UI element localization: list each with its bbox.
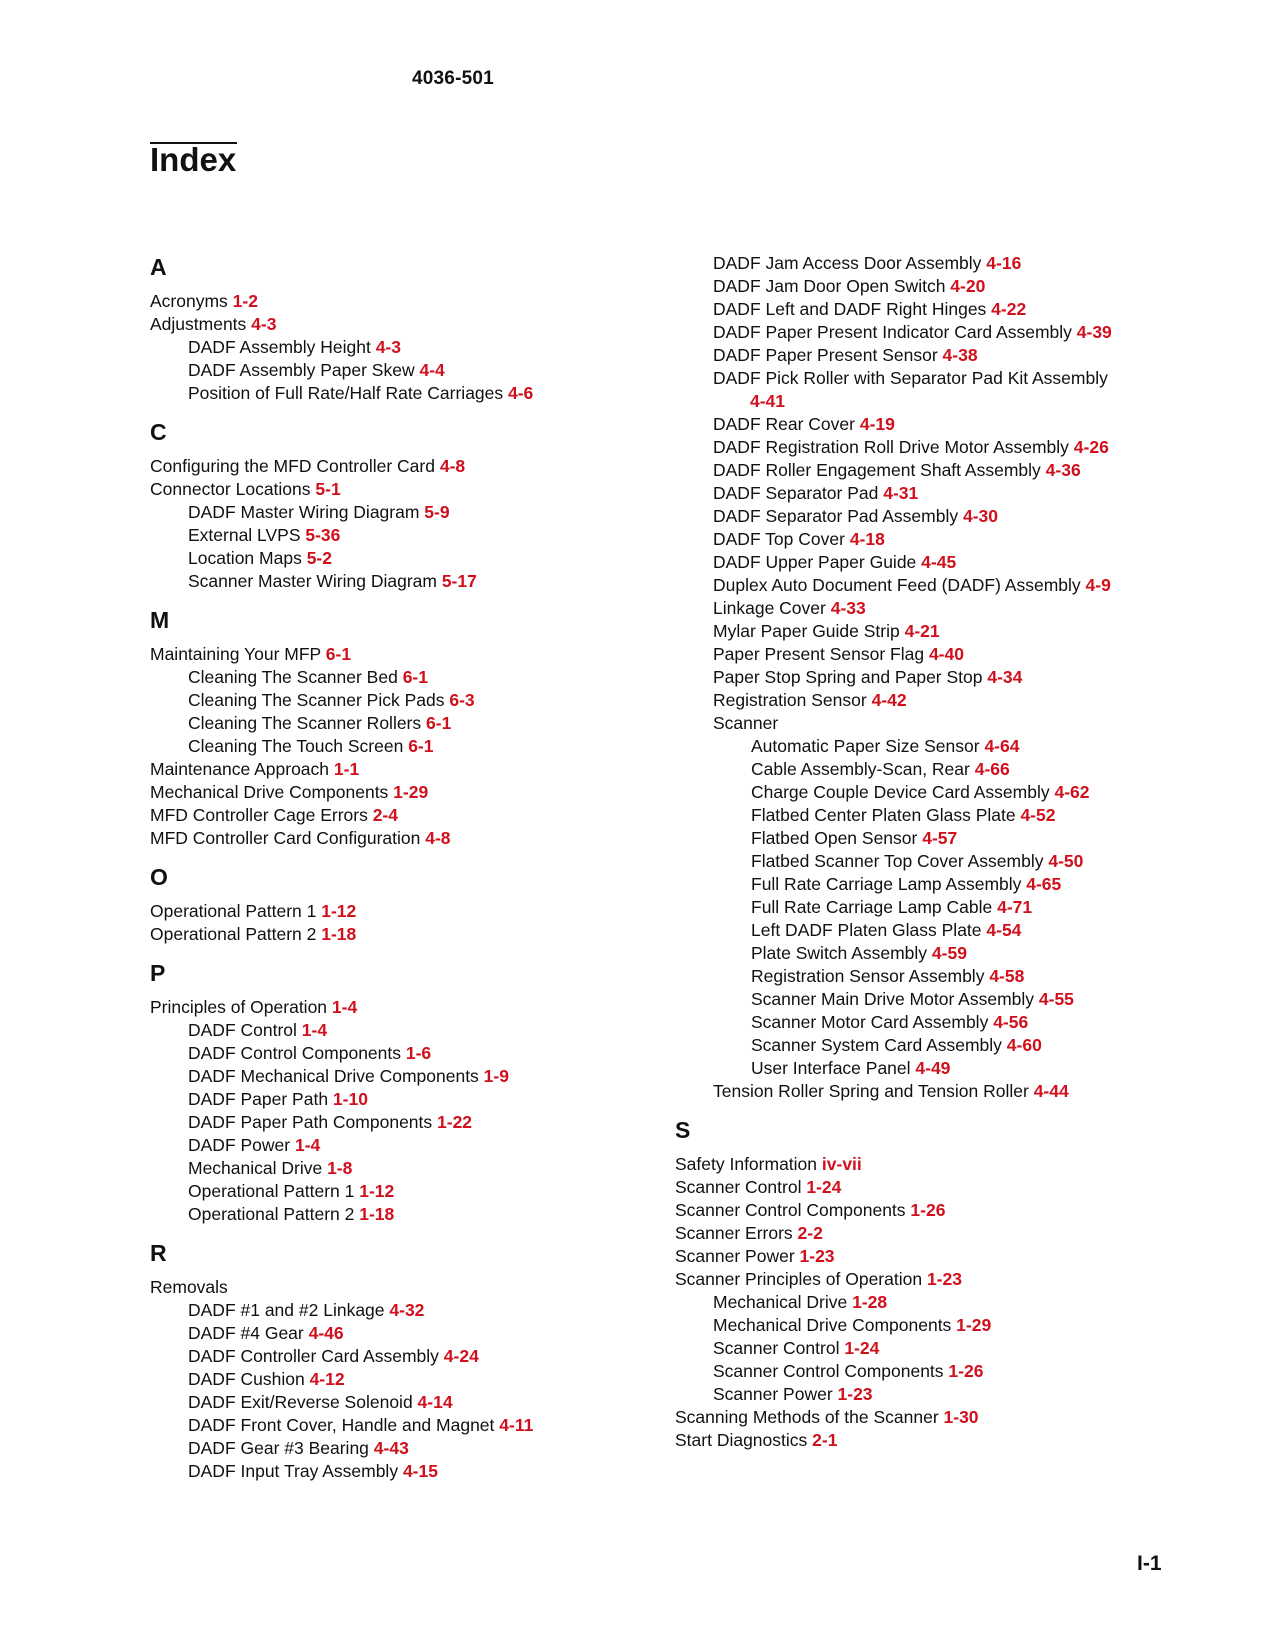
entry-label: Operational Pattern 2 — [188, 1204, 360, 1224]
page-reference-link[interactable]: 4-65 — [1026, 874, 1062, 894]
page-reference-link[interactable]: 4-58 — [989, 966, 1025, 986]
index-entry — [675, 1080, 1195, 1103]
index-entry — [675, 1314, 1195, 1337]
index-entry — [675, 1337, 1195, 1360]
entry-label: DADF Registration Roll Drive Motor Assembly — [713, 437, 1074, 457]
page-title: Index — [150, 141, 237, 178]
index-entry — [675, 735, 1195, 758]
entry-label: Acronyms — [150, 291, 233, 311]
index-entry — [675, 1153, 1195, 1176]
index-entry — [150, 781, 670, 804]
entry-label: DADF Top Cover — [713, 529, 850, 549]
index-entry — [675, 873, 1195, 896]
entry-label: Registration Sensor — [713, 690, 872, 710]
entry-label: Scanner Control Components — [675, 1200, 911, 1220]
section-letter: R — [150, 1240, 167, 1266]
page-reference-link[interactable]: 1-26 — [948, 1361, 984, 1381]
page-reference-link[interactable]: 5-1 — [315, 479, 341, 499]
entry-label: Scanner Master Wiring Diagram — [188, 571, 442, 591]
entry-label: Position of Full Rate/Half Rate Carriages — [188, 383, 508, 403]
page-reference-link[interactable]: 4-52 — [1020, 805, 1056, 825]
index-entry — [150, 1414, 670, 1437]
entry-label: Mechanical Drive Components — [713, 1315, 957, 1335]
page-reference-link[interactable]: 4-3 — [251, 314, 277, 334]
entry-label: Scanner Control — [713, 1338, 845, 1358]
entry-label: Scanner Power — [713, 1384, 838, 1404]
page-reference-link[interactable]: 4-30 — [962, 506, 998, 526]
index-section — [150, 605, 670, 850]
index-entry — [675, 413, 1195, 436]
entry-label: Principles of Operation — [150, 997, 332, 1017]
entry-label: Cleaning The Scanner Rollers — [188, 713, 427, 733]
entry-label: Scanner Main Drive Motor Assembly — [751, 989, 1039, 1009]
page-reference-link[interactable]: 4-8 — [439, 456, 466, 476]
page-reference-link[interactable]: 1-29 — [956, 1315, 992, 1335]
page-reference-link[interactable]: 1-29 — [393, 782, 429, 802]
entry-label: DADF Input Tray Assembly — [188, 1461, 403, 1481]
index-column-left — [150, 252, 670, 1483]
entry-label: Linkage Cover — [713, 598, 831, 618]
entry-label: Scanning Methods of the Scanner — [675, 1407, 944, 1427]
index-entry — [150, 1437, 670, 1460]
entry-label: Scanner Control Components — [713, 1361, 949, 1381]
page-number: I-1 — [1137, 1552, 1162, 1575]
entry-label: DADF Upper Paper Guide — [713, 552, 922, 572]
entry-label: Paper Stop Spring and Paper Stop — [713, 667, 988, 687]
index-entry — [675, 298, 1195, 321]
index-entry — [150, 735, 670, 758]
page-reference-link[interactable]: 4-42 — [871, 690, 907, 710]
entry-label: Scanner Control — [675, 1177, 807, 1197]
page-reference-link[interactable]: 1-23 — [926, 1269, 962, 1289]
index-entry — [675, 620, 1195, 643]
entry-label: Registration Sensor Assembly — [751, 966, 990, 986]
index-entry — [150, 923, 670, 946]
page-reference-link[interactable]: 4-46 — [308, 1323, 344, 1343]
entry-label: Start Diagnostics — [675, 1430, 813, 1450]
index-section — [150, 252, 670, 405]
entry-label: DADF Gear #3 Bearing — [188, 1438, 374, 1458]
entry-label: DADF Assembly Paper Skew — [188, 360, 420, 380]
index-entry — [675, 712, 1195, 735]
page-reference-link[interactable]: 4-33 — [830, 598, 866, 618]
page-reference-link[interactable]: 4-6 — [508, 383, 534, 403]
index-entry — [675, 804, 1195, 827]
section-letter: A — [150, 254, 167, 280]
entry-label: DADF Assembly Height — [188, 337, 376, 357]
index-section — [150, 958, 670, 1226]
entry-label: Flatbed Center Platen Glass Plate — [751, 805, 1021, 825]
index-entry — [675, 1429, 1195, 1452]
index-entry — [675, 988, 1195, 1011]
entry-label: Tension Roller Spring and Tension Roller — [713, 1081, 1034, 1101]
page-reference-link[interactable]: 5-36 — [305, 525, 341, 545]
page-reference-link[interactable]: 4-24 — [443, 1346, 479, 1366]
page-reference-link[interactable]: 4-49 — [915, 1058, 951, 1078]
page-reference-link[interactable]: 2-4 — [372, 805, 398, 825]
page-reference-link[interactable]: 1-22 — [437, 1112, 473, 1132]
index-entry — [150, 336, 670, 359]
entry-label: Scanner — [713, 713, 779, 733]
index-entry — [150, 290, 670, 313]
index-entry — [675, 390, 1195, 413]
page-reference-link[interactable]: 4-16 — [986, 253, 1022, 273]
entry-label: Mechanical Drive Components — [150, 782, 394, 802]
index-entry — [150, 1042, 670, 1065]
index-entry — [150, 524, 670, 547]
index-entry — [150, 1157, 670, 1180]
page-reference-link[interactable]: 1-4 — [331, 997, 358, 1017]
index-entry — [675, 482, 1195, 505]
page-reference-link[interactable]: 6-1 — [325, 644, 352, 664]
entry-label: Operational Pattern 1 — [188, 1181, 360, 1201]
index-entry — [150, 455, 670, 478]
page-reference-link[interactable]: 2-2 — [797, 1223, 823, 1243]
index-entry — [675, 942, 1195, 965]
entry-label: Cleaning The Scanner Pick Pads — [188, 690, 450, 710]
page-reference-link[interactable]: 4-34 — [987, 667, 1023, 687]
entry-label: DADF Paper Present Indicator Card Assembly — [713, 322, 1077, 342]
index-entry — [675, 643, 1195, 666]
entry-label: MFD Controller Card Configuration — [150, 828, 426, 848]
entry-label: Operational Pattern 1 — [150, 901, 322, 921]
page-reference-link[interactable]: 4-45 — [921, 552, 957, 572]
index-section — [150, 1238, 670, 1483]
entry-label: External LVPS — [188, 525, 306, 545]
index-entry — [150, 900, 670, 923]
index-column-right — [675, 252, 1195, 1452]
index-entry — [150, 689, 670, 712]
entry-label: DADF Paper Path Components — [188, 1112, 438, 1132]
page-reference-link[interactable]: 4-21 — [904, 621, 940, 641]
page-reference-link[interactable]: 4-12 — [309, 1369, 345, 1389]
page-reference-link[interactable]: 4-66 — [974, 759, 1010, 779]
index-entry — [675, 1360, 1195, 1383]
index-entry — [675, 252, 1195, 275]
entry-label: DADF Front Cover, Handle and Magnet — [188, 1415, 500, 1435]
page-reference-link[interactable]: 4-15 — [402, 1461, 438, 1481]
index-entry — [150, 827, 670, 850]
page-reference-link[interactable]: 4-55 — [1038, 989, 1074, 1009]
entry-label: Cleaning The Touch Screen — [188, 736, 409, 756]
page-reference-link[interactable]: 4-20 — [950, 276, 986, 296]
entry-label: Mechanical Drive — [188, 1158, 328, 1178]
page-reference-link[interactable]: 4-9 — [1085, 575, 1111, 595]
index-entry — [675, 1222, 1195, 1245]
entry-label: Scanner Motor Card Assembly — [751, 1012, 994, 1032]
index-entry — [150, 712, 670, 735]
page-reference-link[interactable]: 4-11 — [499, 1415, 534, 1435]
index-entry — [675, 1034, 1195, 1057]
entry-label: DADF Control — [188, 1020, 302, 1040]
index-entry — [675, 436, 1195, 459]
page-reference-link[interactable]: 4-3 — [375, 337, 401, 357]
entry-label: DADF Control Components — [188, 1043, 406, 1063]
index-entry — [150, 1276, 670, 1299]
section-letter: P — [150, 960, 166, 986]
entry-label: DADF Jam Access Door Assembly — [713, 253, 987, 273]
index-entry — [675, 1383, 1195, 1406]
index-entry — [150, 1345, 670, 1368]
index-entry — [675, 896, 1195, 919]
index-entry — [150, 1065, 670, 1088]
entry-label: Full Rate Carriage Lamp Cable — [751, 897, 998, 917]
index-entry — [150, 1203, 670, 1226]
page-reference-link[interactable]: 4-26 — [1073, 437, 1109, 457]
index-entry — [150, 1111, 670, 1134]
page-reference-link[interactable]: iv-vii — [821, 1154, 862, 1174]
index-entry — [675, 275, 1195, 298]
index-entry — [675, 1011, 1195, 1034]
page-reference-link[interactable]: 4-41 — [750, 391, 786, 411]
entry-label: Full Rate Carriage Lamp Assembly — [751, 874, 1027, 894]
entry-label: DADF Separator Pad Assembly — [713, 506, 963, 526]
page-reference-link[interactable]: 1-28 — [852, 1292, 888, 1312]
page-reference-link[interactable]: 4-60 — [1006, 1035, 1042, 1055]
entry-label: DADF Separator Pad — [713, 483, 884, 503]
entry-label: Mylar Paper Guide Strip — [713, 621, 905, 641]
index-entry — [150, 547, 670, 570]
index-entry — [675, 666, 1195, 689]
page-reference-link[interactable]: 4-38 — [942, 345, 978, 365]
page-reference-link[interactable]: 4-54 — [986, 920, 1022, 940]
entry-label: DADF Jam Door Open Switch — [713, 276, 951, 296]
page-reference-link[interactable]: 4-50 — [1048, 851, 1084, 871]
index-entry — [675, 344, 1195, 367]
entry-label: Configuring the MFD Controller Card — [150, 456, 440, 476]
index-entry — [675, 528, 1195, 551]
entry-label: Safety Information — [675, 1154, 822, 1174]
entry-label: MFD Controller Cage Errors — [150, 805, 373, 825]
entry-label: User Interface Panel — [751, 1058, 916, 1078]
index-entry — [150, 804, 670, 827]
page-reference-link[interactable]: 4-18 — [849, 529, 885, 549]
entry-label: DADF #1 and #2 Linkage — [188, 1300, 390, 1320]
index-entry — [675, 321, 1195, 344]
index-entry — [675, 1199, 1195, 1222]
index-entry — [675, 1268, 1195, 1291]
section-letter: C — [150, 419, 167, 445]
page-reference-link[interactable]: 4-36 — [1045, 460, 1081, 480]
page-reference-link[interactable]: 5-17 — [441, 571, 477, 591]
index-entry — [150, 643, 670, 666]
entry-label: DADF Left and DADF Right Hinges — [713, 299, 992, 319]
page-reference-link[interactable]: 4-56 — [993, 1012, 1029, 1032]
index-entry — [675, 597, 1195, 620]
entry-label: Duplex Auto Document Feed (DADF) Assembly — [713, 575, 1086, 595]
index-entry — [150, 478, 670, 501]
index-entry — [675, 551, 1195, 574]
index-entry — [150, 1460, 670, 1483]
entry-label: Cable Assembly-Scan, Rear — [751, 759, 975, 779]
page-reference-link[interactable]: 4-59 — [931, 943, 967, 963]
entry-label: DADF #4 Gear — [188, 1323, 309, 1343]
entry-label: Flatbed Open Sensor — [751, 828, 923, 848]
entry-label: DADF Master Wiring Diagram — [188, 502, 425, 522]
page-reference-link[interactable]: 1-2 — [232, 291, 258, 311]
index-section — [675, 1115, 1195, 1452]
index-entry — [675, 367, 1195, 390]
entry-label: DADF Power — [188, 1135, 295, 1155]
page-reference-link[interactable]: 4-32 — [389, 1300, 425, 1320]
index-entry — [150, 501, 670, 524]
entry-label: Maintenance Approach — [150, 759, 334, 779]
entry-label: Paper Present Sensor Flag — [713, 644, 929, 664]
entry-label: DADF Mechanical Drive Components — [188, 1066, 484, 1086]
page-reference-link[interactable]: 1-18 — [359, 1204, 395, 1224]
entry-label: Scanner Power — [675, 1246, 800, 1266]
entry-label: Cleaning The Scanner Bed — [188, 667, 403, 687]
entry-label: Automatic Paper Size Sensor — [751, 736, 985, 756]
page-reference-link[interactable]: 4-44 — [1033, 1081, 1069, 1101]
page-reference-link[interactable]: 4-39 — [1076, 322, 1112, 342]
page-reference-link[interactable]: 1-4 — [301, 1020, 328, 1040]
index-entry — [675, 459, 1195, 482]
page-reference-link[interactable]: 1-12 — [359, 1181, 395, 1201]
index-entry — [675, 1406, 1195, 1429]
page-reference-link[interactable]: 4-64 — [984, 736, 1020, 756]
index-section — [150, 417, 670, 593]
page-reference-link[interactable]: 1-24 — [806, 1177, 842, 1197]
page-reference-link[interactable]: 1-12 — [321, 901, 357, 921]
index-entry — [675, 758, 1195, 781]
entry-label: DADF Exit/Reverse Solenoid — [188, 1392, 418, 1412]
page-reference-link[interactable]: 4-43 — [373, 1438, 409, 1458]
page-reference-link[interactable]: 1-10 — [332, 1089, 368, 1109]
section-letter: M — [150, 607, 170, 633]
index-entry — [150, 758, 670, 781]
page-reference-link[interactable]: 4-40 — [928, 644, 964, 664]
page-reference-link[interactable]: 1-1 — [333, 759, 360, 779]
section-letter: O — [150, 864, 168, 890]
index-section — [675, 252, 1195, 1103]
index-entry — [675, 965, 1195, 988]
page-reference-link[interactable]: 1-4 — [294, 1135, 321, 1155]
page-reference-link[interactable]: 2-1 — [812, 1430, 838, 1450]
index-entry — [150, 1299, 670, 1322]
index-entry — [675, 1176, 1195, 1199]
index-entry — [675, 919, 1195, 942]
index-section — [150, 862, 670, 946]
entry-label: Location Maps — [188, 548, 307, 568]
page-reference-link[interactable]: 4-19 — [859, 414, 895, 434]
page-reference-link[interactable]: 1-9 — [483, 1066, 509, 1086]
index-entry — [150, 1391, 670, 1414]
page-reference-link[interactable]: 4-14 — [417, 1392, 453, 1412]
index-entry — [150, 1368, 670, 1391]
page-reference-link[interactable]: 5-9 — [424, 502, 450, 522]
page-reference-link[interactable]: 4-22 — [991, 299, 1027, 319]
entry-label: DADF Paper Present Sensor — [713, 345, 943, 365]
index-entry — [150, 1134, 670, 1157]
entry-label: Plate Switch Assembly — [751, 943, 932, 963]
page-reference-link[interactable]: 1-8 — [327, 1158, 353, 1178]
entry-label: DADF Cushion — [188, 1369, 310, 1389]
page-reference-link[interactable]: 1-24 — [844, 1338, 880, 1358]
index-entry — [675, 1245, 1195, 1268]
index-entry — [150, 1019, 670, 1042]
page-reference-link[interactable]: 4-57 — [922, 828, 958, 848]
page-reference-link[interactable]: 6-1 — [426, 713, 452, 733]
entry-label: Charge Couple Device Card Assembly — [751, 782, 1055, 802]
index-entry — [150, 1322, 670, 1345]
index-entry — [675, 1291, 1195, 1314]
entry-label: Mechanical Drive — [713, 1292, 853, 1312]
index-entry — [675, 505, 1195, 528]
page-reference-link[interactable]: 1-23 — [837, 1384, 873, 1404]
entry-label: DADF Rear Cover — [713, 414, 860, 434]
index-entry — [150, 666, 670, 689]
entry-label: Maintaining Your MFP — [150, 644, 326, 664]
entry-label: Removals — [150, 1277, 228, 1297]
page-reference-link[interactable]: 4-4 — [419, 360, 445, 380]
index-entry — [675, 781, 1195, 804]
entry-label: DADF Paper Path — [188, 1089, 333, 1109]
index-entry — [150, 313, 670, 336]
entry-label: Operational Pattern 2 — [150, 924, 322, 944]
index-entry — [675, 574, 1195, 597]
page-reference-link[interactable]: 1-18 — [321, 924, 357, 944]
index-entry — [150, 382, 670, 405]
page-reference-link[interactable]: 5-2 — [306, 548, 332, 568]
index-entry — [675, 1057, 1195, 1080]
page-reference-link[interactable]: 1-30 — [943, 1407, 979, 1427]
page-reference-link[interactable]: 1-26 — [910, 1200, 946, 1220]
index-entry — [150, 1088, 670, 1111]
index-entry — [150, 570, 670, 593]
entry-label: Adjustments — [150, 314, 252, 334]
page-reference-link[interactable]: 4-62 — [1054, 782, 1090, 802]
section-letter: S — [675, 1117, 691, 1143]
entry-label: Scanner Principles of Operation — [675, 1269, 927, 1289]
doc-code: 4036-501 — [412, 68, 494, 89]
index-entry — [675, 827, 1195, 850]
index-entry — [150, 359, 670, 382]
page-reference-link[interactable]: 4-31 — [883, 483, 919, 503]
page-reference-link[interactable]: 6-3 — [449, 690, 475, 710]
entry-label: Connector Locations — [150, 479, 316, 499]
entry-label: Flatbed Scanner Top Cover Assembly — [751, 851, 1049, 871]
entry-label: DADF Controller Card Assembly — [188, 1346, 444, 1366]
page-reference-link[interactable]: 4-8 — [425, 828, 451, 848]
entry-label: Scanner System Card Assembly — [751, 1035, 1007, 1055]
entry-label: DADF Roller Engagement Shaft Assembly — [713, 460, 1046, 480]
index-entry — [675, 689, 1195, 712]
page-reference-link[interactable]: 1-23 — [799, 1246, 835, 1266]
page-reference-link[interactable]: 4-71 — [997, 897, 1033, 917]
page-reference-link[interactable]: 1-6 — [405, 1043, 432, 1063]
entry-label: DADF Pick Roller with Separator Pad Kit Assembly — [713, 368, 1108, 388]
index-entry — [150, 996, 670, 1019]
index-entry — [150, 1180, 670, 1203]
index-entry — [675, 850, 1195, 873]
entry-label: Left DADF Platen Glass Plate — [751, 920, 987, 940]
entry-label: Scanner Errors — [675, 1223, 798, 1243]
page-reference-link[interactable]: 6-1 — [408, 736, 434, 756]
page-reference-link[interactable]: 6-1 — [402, 667, 428, 687]
